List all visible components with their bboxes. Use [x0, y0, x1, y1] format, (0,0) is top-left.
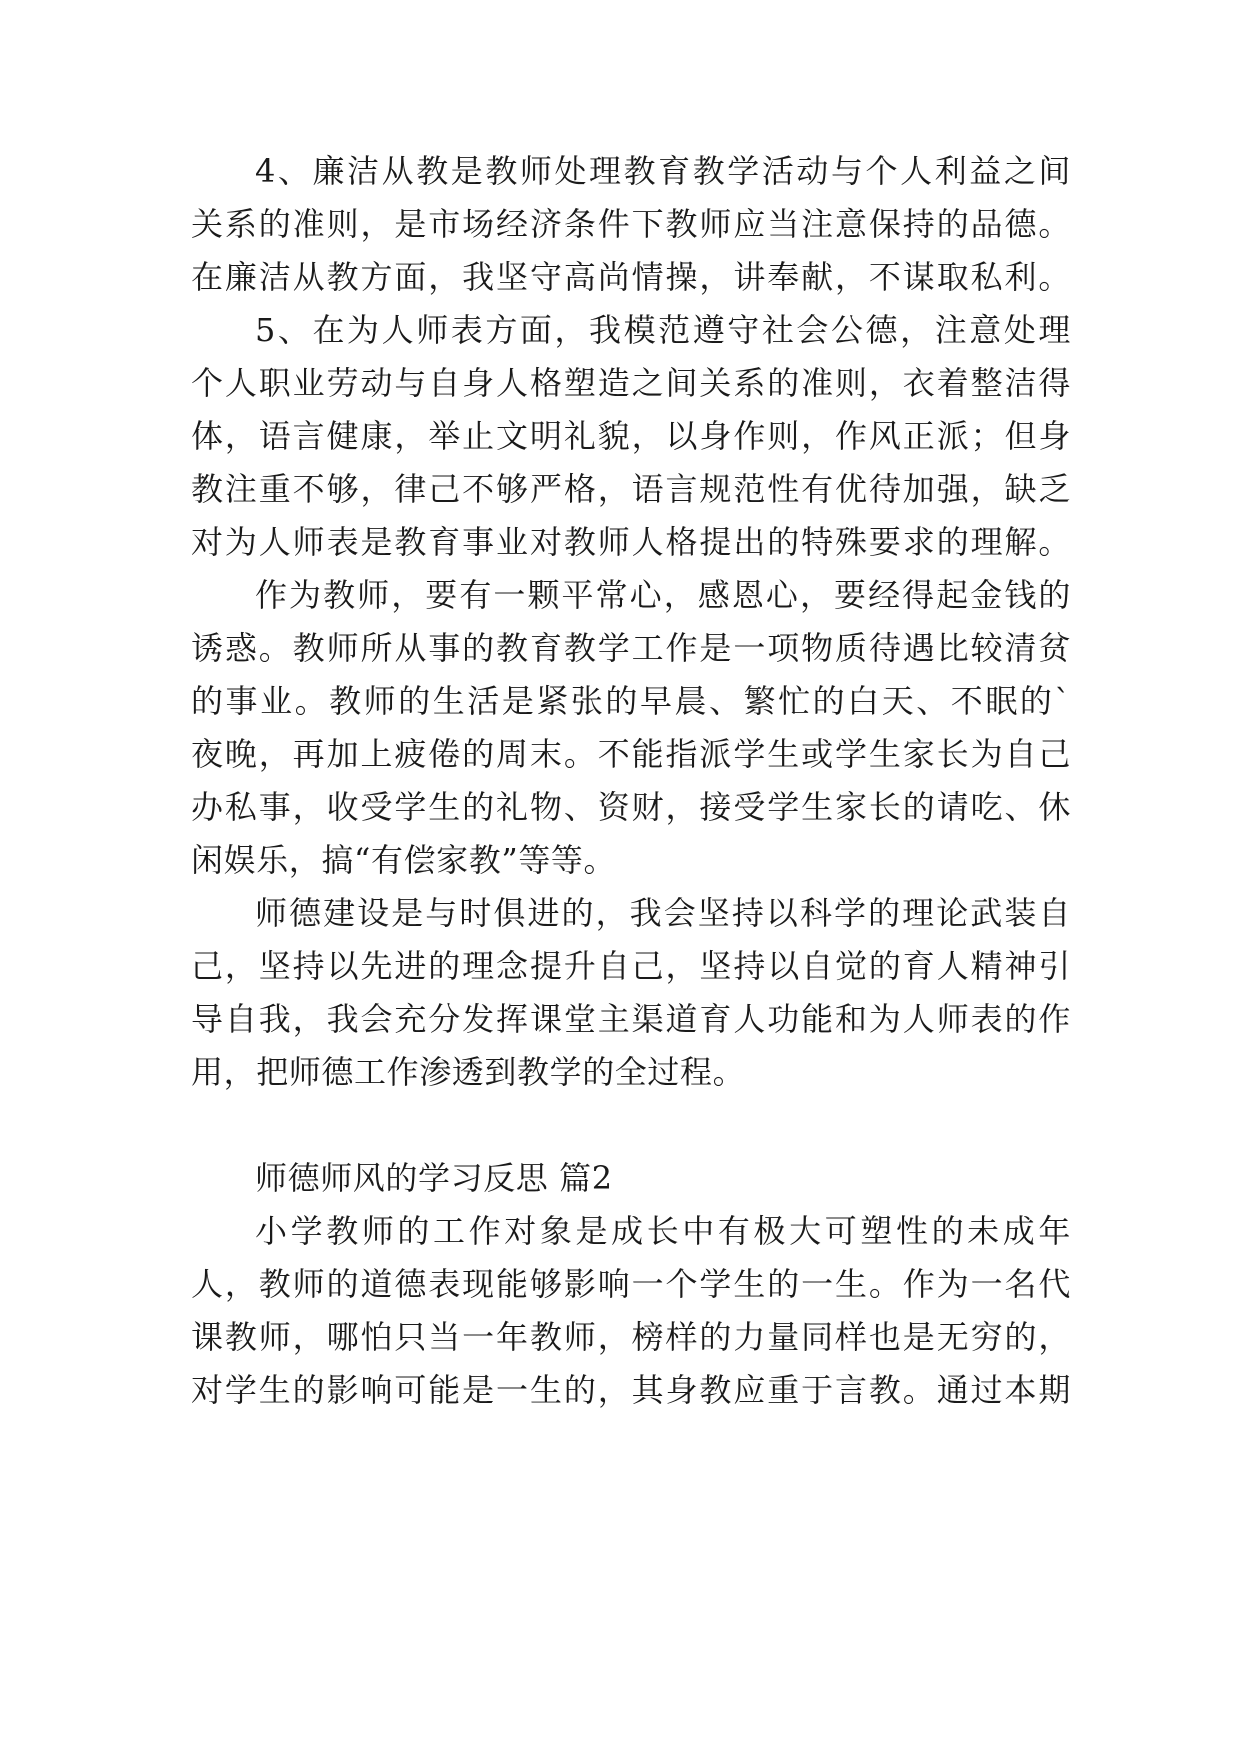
text-line: 夜晚，再加上疲倦的周末。不能指派学生或学生家长为自己 — [191, 735, 1071, 773]
text-line: 作为教师，要有一颗平常心，感恩心，要经得起金钱的 — [255, 576, 1071, 614]
text-line: 体，语言健康，举止文明礼貌，以身作则，作风正派；但身 — [191, 417, 1071, 455]
text-line: 办私事，收受学生的礼物、资财，接受学生家长的请吃、休 — [191, 788, 1071, 826]
text-line: 在廉洁从教方面，我坚守高尚情操，讲奉献，不谋取私利。 — [191, 258, 1071, 296]
text-line: 课教师，哪怕只当一年教师，榜样的力量同样也是无穷的， — [191, 1318, 1071, 1356]
text-line: 闲娱乐，搞“有偿家教”等等。 — [191, 841, 617, 879]
text-line: 诱惑。教师所从事的教育教学工作是一项物质待遇比较清贫 — [191, 629, 1071, 667]
text-line: 导自我，我会充分发挥课堂主渠道育人功能和为人师表的作 — [191, 1000, 1071, 1038]
text-line: 5、在为人师表方面，我模范遵守社会公德，注意处理 — [255, 311, 1071, 349]
text-line: 师德建设是与时俱进的，我会坚持以科学的理论武装自 — [255, 894, 1071, 932]
text-line: 关系的准则，是市场经济条件下教师应当注意保持的品德。 — [191, 205, 1071, 243]
text-line: 4、廉洁从教是教师处理教育教学活动与个人利益之间 — [255, 152, 1071, 190]
text-line: 小学教师的工作对象是成长中有极大可塑性的未成年 — [255, 1212, 1071, 1250]
text-line: 个人职业劳动与自身人格塑造之间关系的准则，衣着整洁得 — [191, 364, 1071, 402]
text-line: 用，把师德工作渗透到教学的全过程。 — [191, 1053, 746, 1091]
text-line: 对学生的影响可能是一生的，其身教应重于言教。通过本期 — [191, 1371, 1071, 1409]
text-line: 己，坚持以先进的理念提升自己，坚持以自觉的育人精神引 — [191, 947, 1071, 985]
text-line: 教注重不够，律己不够严格，语言规范性有优待加强，缺乏 — [191, 470, 1071, 508]
section-heading: 师德师风的学习反思 篇2 — [255, 1159, 613, 1197]
text-line: 的事业。教师的生活是紧张的早晨、繁忙的白天、不眠的` — [191, 682, 1071, 720]
text-line: 人，教师的道德表现能够影响一个学生的一生。作为一名代 — [191, 1265, 1071, 1303]
text-line: 对为人师表是教育事业对教师人格提出的特殊要求的理解。 — [191, 523, 1071, 561]
